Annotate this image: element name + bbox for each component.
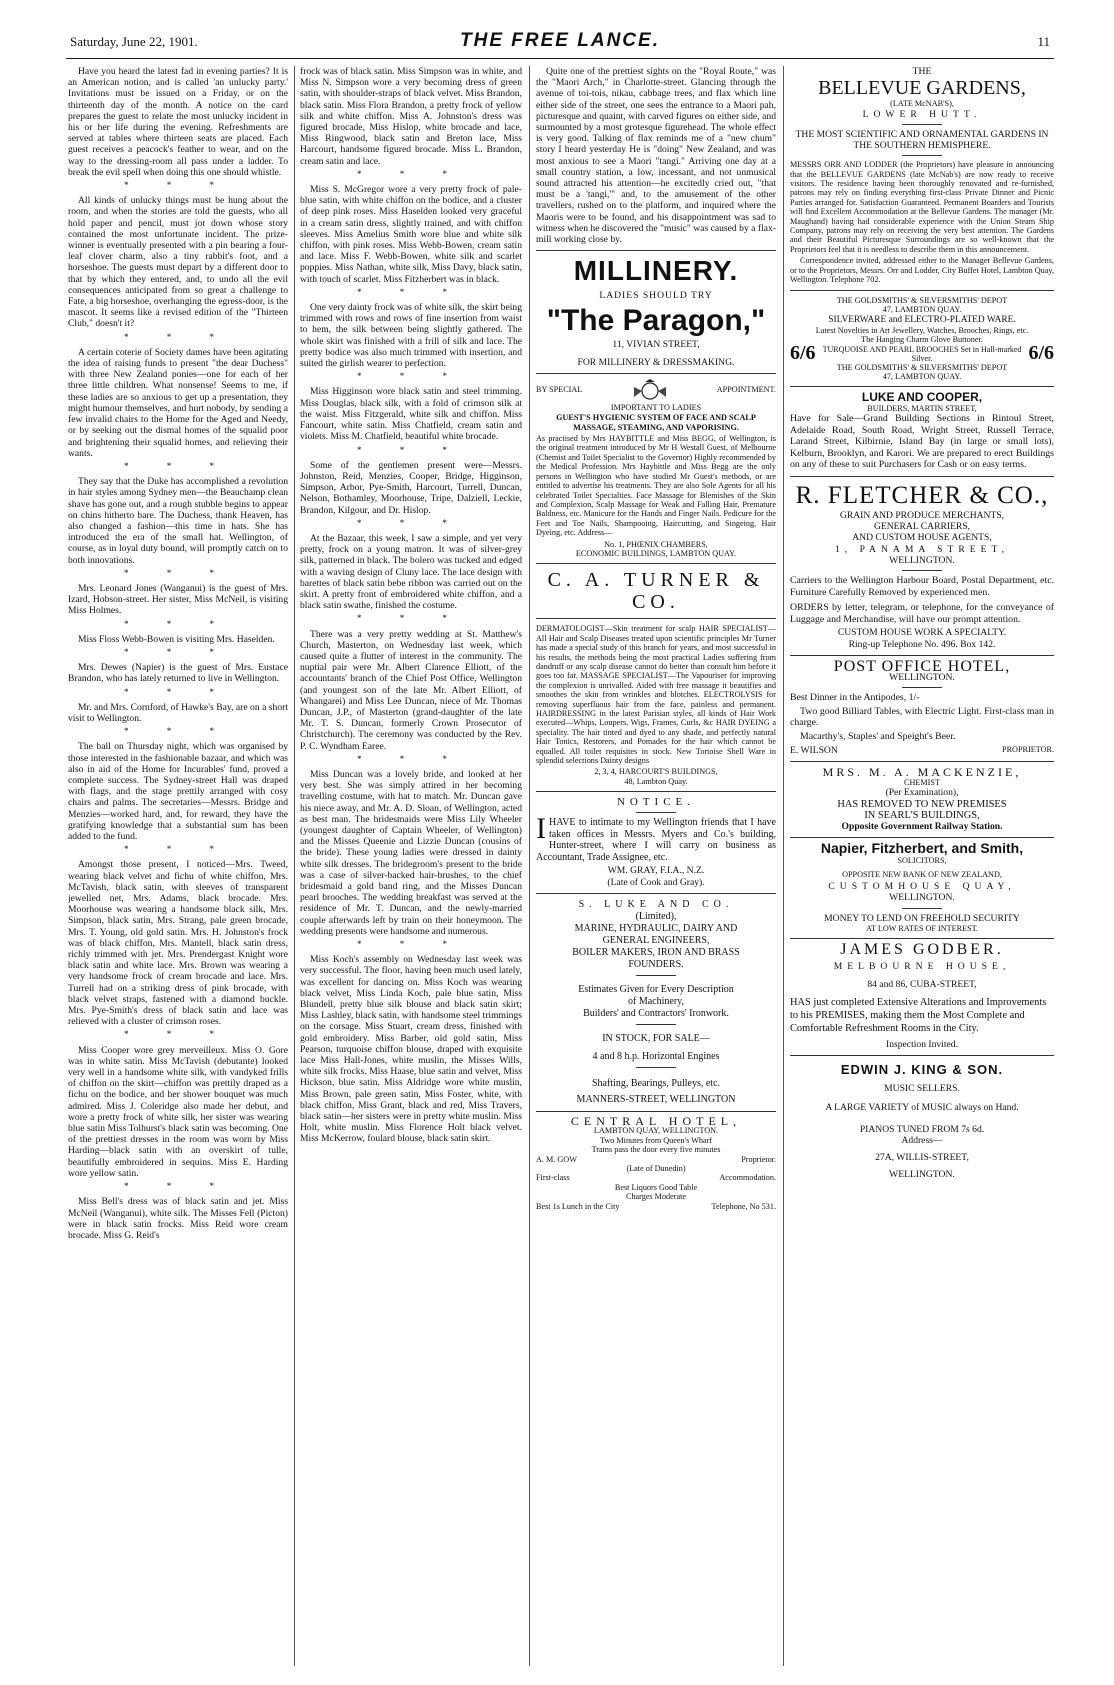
guest-massage-advertisement <box>536 379 776 559</box>
section-stars: * * * <box>357 286 465 297</box>
ad-line: MONEY TO LEND ON FREEHOLD SECURITY <box>824 912 1020 924</box>
ad-line: PIANOS TUNED FROM 7s 6d. <box>859 1123 985 1135</box>
article-paragraph: Miss Higginson wore black satin and steel trimming. Miss Douglas, black silk, with a fold of crimson silk at the waist. Miss Fitzgerald, white silk and chiffon. Miss Fancourt, white satin. Miss Chatfield, cream satin and violets. Miss M. Chatfield, beautiful white brocade. <box>300 386 522 443</box>
section-stars: * * * <box>124 331 232 342</box>
section-rule <box>536 1111 776 1112</box>
section-stars: * * * <box>357 753 465 764</box>
article-paragraph: Some of the gentlemen present were—Messrs. Johnston, Reid, Menzies, Cooper, Bridge, Higginson, Simpson, Arbor, Pye-Smith, Harcourt, Turrell, Duncan, Nelson, Bothamley, Moorhouse, Tripe, Dalziell, Leckie, Brandon, Kilgour, and Dr. Hislop. <box>300 459 522 516</box>
article-paragraph: Miss Cooper wore grey merveilleux. Miss O. Gore was in white satin. Miss McTavish (debutante) looked very well in a handsome white silk, with vandyked frills of chiffon on the skirt—chiffon was prettily draped as a fichu on the bodice, and her shower bouquet was much admired. Miss J. Coleridge also made her debut, and wore a pretty frock of white silk, her sister was wearing blue satin Miss Tolhurst's black satin was becoming. One of the prettiest dresses in the room was worn by Miss Harding—black satin with an overskirt of tulle, beautifully embroidered in sequins. Miss E. Harding wore yellow satin. <box>68 1044 288 1179</box>
ad-line: of Machinery, <box>628 995 684 1007</box>
turner-advertisement <box>536 569 776 786</box>
ad-title: MRS. M. A. MACKENZIE, <box>822 764 1022 779</box>
section-rule <box>536 618 776 619</box>
ad-title: THE GOLDSMITHS' & SILVERSMITHS' DEPOT <box>836 295 1008 305</box>
section-stars: * * * <box>124 844 232 855</box>
ad-body: Correspondence invited, addressed either to the Manager Bellevue Gardens, or to the Proprietors, Messrs. Orr and Lodder, City Buffet Hotel, Lambton Quay, Wellington. Telephone 702. <box>790 256 1054 285</box>
ad-line: FOUNDERS. <box>628 958 684 970</box>
column-divider <box>783 66 784 1666</box>
ad-line: BUILDERS, MARTIN STREET, <box>867 403 977 413</box>
ad-address: WELLINGTON. <box>889 892 955 904</box>
millinery-heading: MILLINERY. <box>573 255 739 287</box>
bellevue-advertisement <box>790 66 1054 285</box>
ad-line: A. M. GOW <box>536 1154 577 1164</box>
ad-address: 27A, WILLIS-STREET, <box>875 1151 969 1163</box>
section-rule <box>536 563 776 564</box>
ad-address: CUSTOMHOUSE QUAY, <box>828 881 1016 893</box>
section-stars: * * * <box>357 444 465 455</box>
section-rule <box>536 373 776 374</box>
column-advertisements-2 <box>790 66 1054 1666</box>
article-paragraph: All kinds of unlucky things must be hung about the room, and when the stories are told the guests, who all hold paper and pencil, must jot down whose story contained the most unfortunate incident. The prize-winner is eventually presented with a pin bearing a four-leaf clover charm, also a tiny rabbit's foot, and a horseshoe. The guests must depart by a different door to that by which they entered, and, to undo all the evil consequences anticipated from so great a challenge to Fate, a big horseshoe, overhanging the egress-door, is the mascot. It seems like a revised edition of the "Thirteen Club," doesn't it? <box>68 195 288 330</box>
ad-title: LUKE AND COOPER, <box>861 390 983 405</box>
brooch-offer <box>790 341 1054 364</box>
ad-title: THE GOLDSMITHS' & SILVERSMITHS' DEPOT <box>836 362 1008 372</box>
notice-advertisement <box>536 797 776 888</box>
article-paragraph: One very dainty frock was of white silk, the skirt being trimmed with rows and rows of fine insertion from waist to hem, the silk between being slightly gathered. The whole skirt was finished with a frill of silk and lace. The pretty bodice was also much trimmed with insertion, and suited the girlish wearer to perfection. <box>300 302 522 370</box>
section-rule <box>536 893 776 894</box>
section-rule <box>902 124 942 125</box>
ad-line: (Late of Cook and Gray). <box>607 876 705 888</box>
ad-line: 4 and 8 h.p. Horizontal Engines <box>592 1050 720 1062</box>
section-stars: * * * <box>124 180 232 191</box>
ad-line: Best Liquors Good Table <box>614 1182 698 1192</box>
ad-line: AND CUSTOM HOUSE AGENTS, <box>852 532 992 544</box>
section-stars: * * * <box>124 646 232 657</box>
column-divider <box>294 66 295 1666</box>
article-paragraph: Mrs. Leonard Jones (Wanganui) is the guest of Mrs. Izard, Hobson-street. Her sister, Miss McNeil, is visiting Miss Holmes. <box>68 582 288 617</box>
ad-body-text: HAVE to intimate to my Wellington friends that I have taken offices in Messrs. Myers and Co.'s building, Hunter-street, where I will carry on business as Accountant, Trade Assignee, etc. <box>536 817 776 863</box>
page-header <box>70 30 1050 52</box>
section-stars: * * * <box>124 460 232 471</box>
masthead-title: THE FREE LANCE. <box>460 30 660 51</box>
ad-line: IN STOCK, FOR SALE— <box>602 1032 710 1044</box>
ad-body: ORDERS by letter, telegram, or telephone, for the conveyance of Luggage and Merchandise, will have our prompt attention. <box>790 602 1054 625</box>
ad-line: IMPORTANT TO LADIES <box>610 402 702 412</box>
article-paragraph: Miss Bell's dress was of black satin and jet. Miss McNeil (Wanganui), white silk. The Misses Fell (Picton) were in black satin frocks. Miss Reid wore cream brocade. Miss G. Reid's <box>68 1196 288 1241</box>
ad-line: A LARGE VARIETY of MUSIC always on Hand. <box>825 1102 1019 1114</box>
section-rule <box>790 837 1054 838</box>
article-paragraph: There was a very pretty wedding at St. Matthew's Church, Masterton, on Wednesday last week, which caused quite a flutter of interest in the community. The nuptial pair were Mr. Albert Clarence Elliott, of the accountants' branch of the Chief Post Office, Wellington (and youngest son of the late Mr. Albert Elliott, of Whangarei) and Miss Lee Duncan, niece of Mr. Thomas Duncan, J.P., of Masterton (grand-daughter of the late Mr. T. S. Duncan, formerly Crown Prosecutor of Christchurch). The ceremony was conducted by the Rev. P. C. Wyndham Earee. <box>300 628 522 752</box>
ad-line: Ring-up Telephone No. 496. Box 142. <box>848 638 996 650</box>
price: 6/6 <box>790 341 816 364</box>
article-paragraph: Miss Duncan was a lovely bride, and looked at her very best. She was simply attired in her becoming travelling costume, with hat to match. Mr. Duncan gave his niece away, and Mr. A. D. Sloan, of Wellington, acted as best man. The bridesmaids were Miss Lily Wheeler (youngest daughter of Captain Wheeler, of Wellington) and the Misses Queenie and Lizzie Duncan (cousins of the bride). These young ladies were dressed in dainty white silk dresses. The bridegroom's present to the bride was a case of silver-backed hair-brushes, to the chief bridesmaid a gold band ring, and the Misses Duncan pearl brooches. The wedding breakfast was served at the residence of Mr. T. Duncan, and the newly-married couple afterwards left by train on their honeymoon. The wedding presents were handsome and numerous. <box>300 768 522 937</box>
ad-line: THE <box>912 66 932 77</box>
section-rule <box>536 791 776 792</box>
ad-line: BOILER MAKERS, IRON AND BRASS <box>572 946 740 958</box>
section-rule <box>902 908 942 909</box>
ad-title: "The Paragon," <box>546 304 766 338</box>
ad-title: POST OFFICE HOTEL, <box>833 657 1011 675</box>
ad-line: OPPOSITE NEW BANK OF NEW ZEALAND, <box>842 869 1002 879</box>
article-paragraph: Mr. and Mrs. Cornford, of Hawke's Bay, are on a short visit to Wellington. <box>68 701 288 724</box>
ad-line: Trams pass the door every five minutes <box>591 1145 721 1155</box>
article-paragraph: Miss S. McGregor wore a very pretty frock of pale-blue satin, with white chiffon on the bodice, and a cluster of deep pink roses. Miss Haselden looked very graceful in a cream satin dress, slightly trained, and with chiffon sleeves. Miss Amelius Smith wore blue and white silk chiffon, with pink roses. Miss Webb-Bowen, cream satin and lace. Miss F. Webb-Bowen, white silk and scarlet poppies. Miss Nathan, white silk, Miss Davy, black satin, with touch of scarlet. Miss Fitzherbert was in black. <box>300 184 522 285</box>
ad-line: PROPRIETOR. <box>1002 744 1054 754</box>
ad-body: Carriers to the Wellington Harbour Board, Postal Department, etc. Furniture Carefully Removed by experienced men. <box>790 574 1054 598</box>
ad-line: FOR MILLINERY & DRESSMAKING. <box>577 356 735 368</box>
ad-line: Latest Novelties in Art Jewellery, Watches, Brooches, Rings, etc. <box>815 325 1029 335</box>
ad-line: AT LOW RATES OF INTEREST. <box>865 923 979 933</box>
ad-title: BELLEVUE GARDENS, <box>818 77 1026 100</box>
article-paragraph: Mrs. Dewes (Napier) is the guest of Mrs. Eustace Brandon, who has lately returned to live in Wellington. <box>68 662 288 685</box>
ad-address: 47, LAMBTON QUAY. <box>882 304 962 314</box>
solicitors-advertisement <box>790 840 1054 933</box>
ad-line: MUSIC SELLERS. <box>884 1083 960 1095</box>
section-stars: * * * <box>124 1029 232 1040</box>
ad-line: Charges Moderate <box>625 1192 687 1202</box>
section-stars: * * * <box>124 726 232 737</box>
godber-advertisement <box>790 941 1054 1050</box>
ad-line: Shafting, Bearings, Pulleys, etc. <box>591 1077 721 1089</box>
section-rule <box>636 1067 676 1068</box>
ad-address: 84 and 86, CUBA-STREET, <box>867 978 977 990</box>
ad-line: Two good Billiard Tables, with Electric Light. First-class man in charge. <box>790 705 1054 729</box>
ad-line: Best Dinner in the Antipodes, 1/- <box>790 692 920 704</box>
ad-line: (LATE McNAB'S), <box>890 99 954 109</box>
ad-line: (Per Examination), <box>885 787 959 799</box>
column-advertisements-1 <box>536 66 776 1666</box>
ad-line: Address— <box>901 1134 943 1146</box>
ad-line: LAMBTON QUAY, WELLINGTON. <box>593 1126 719 1136</box>
section-rule <box>902 570 942 571</box>
section-rule <box>636 975 676 976</box>
ad-line: Telephone, No 531. <box>711 1201 776 1211</box>
section-rule <box>636 1024 676 1025</box>
article-paragraph: They say that the Duke has accomplished a revolution in hair styles among Sydney men—the Beauchamp clean shave has gone out, and a rough stubble begins to appear on chins hitherto bare. The Duchess, thank Heaven, has also changed a fashion—this time in hats. She has introduced the era of the small hat. Wellington, of course, as in loyal duty bound, will promptly catch on to both innovations. <box>68 476 288 566</box>
ad-title: R. FLETCHER & CO., <box>795 481 1049 509</box>
section-stars: * * * <box>124 567 232 578</box>
ad-line: SOLICITORS, <box>897 856 947 866</box>
section-stars: * * * <box>124 1181 232 1192</box>
article-paragraph: Miss Floss Webb-Bowen is visiting Mrs. Haselden. <box>78 633 275 645</box>
ad-line: IN SEARL'S BUILDINGS, <box>864 809 980 821</box>
mackenzie-chemist-advertisement <box>790 764 1054 832</box>
ad-body: As practised by Mrs HAYBITTLE and Miss BEGG, of Wellington, is the original treatment introduced by Mr H Westall Guest, of Melbourne (Chemist and Toilet Specialist to the Governor) Highly recommended by the Medical Profession. Mrs Haybittle and Miss Begg are the only persons in Wellington who have studied Mr Guest's methods, or are entitled to advertise his treatments. They are also Sole Agents for all his celebrated Toilet Specialties. Face Massage for Blemishes of the Skin and Complexion, Scalp Massage for Weak and Falling Hair, Premature Baldness, etc. Manicure for the Hands and Finger Nails. Pedicure for the Feet and Toe Nails, Shampooing, Haircutting, and Singeing, Hair Dyeing, etc. Address— <box>536 434 776 538</box>
ad-line: CHEMIST <box>904 777 940 787</box>
section-rule <box>790 655 1054 656</box>
ad-signature: WM. GRAY, F.I.A., N.Z. <box>607 865 705 877</box>
header-rule <box>66 58 1054 59</box>
section-rule <box>790 476 1054 477</box>
section-stars: * * * <box>124 618 232 629</box>
ad-address: 1, PANAMA STREET, <box>834 543 1010 555</box>
ad-title: Napier, Fitzherbert, and Smith, <box>820 840 1024 857</box>
ad-line: Accommodation. <box>719 1173 776 1183</box>
ad-line: MELBOURNE HOUSE, <box>833 961 1011 973</box>
article-paragraph: frock was of black satin. Miss Simpson was in white, and Miss N. Simpson wore a very becoming dress of green satin, with shoulder-straps of black velvet. Miss Brandon, black satin. Miss Flora Brandon, a pretty frock of yellow silk and white chiffon. Miss A. Johnston's dress was figured brocade, Miss Hislop, white brocade and lace, Miss Ringwood, black satin and Breton lace, Miss Harcourt, handsome figured brocade. Miss L. Brandon, cream satin and lace. <box>300 66 522 167</box>
ad-line: GENERAL ENGINEERS, <box>602 934 710 946</box>
ad-body: DERMATOLOGIST—Skin treatment for scalp HAIR SPECIALIST—All Hair and Scalp Diseases treated upon scientific principles Mr Turner has made a special study of this branch for years, and most successful in his results, the methods being the most practical Ladies suffering from dandruff or any scalp disease cannot do better than consult him before it goes too far. MASSAGE SPECIALIST—The Vapouriser for improving the complexion is unrivalled. Aided with free massage it beautifies and smoothes the skin from wrinkles and blotches. ELECTROLYSIS for removing superfluous hair from the face, painless and permanent. HAIRDRESSING in the latest Parisian styles, all kinds of Hair Work executed—Whips, Loupers, Wigs, Frames, Curls, &c HAIR DYEING a speciality. The hair tinted and dyed to any shade, and perfectly natural Hair Tonics, Restorers, and Pomades for the hair which cannot be equalled. All toilet requisites in stock. New Tortoise Shell Ware in splendid selections Dainty designs <box>536 624 776 766</box>
ad-line: TURQUOISE AND PEARL BROOCHES Set in Hall-marked Silver. <box>822 344 1022 363</box>
ad-line: Macarthy's, Staples' and Speight's Beer. <box>800 730 956 742</box>
ad-address: 48, Lambton Quay. <box>624 776 688 786</box>
ad-address: 11, VIVIAN STREET, <box>612 339 700 351</box>
section-rule <box>790 386 1054 387</box>
king-music-advertisement <box>790 1061 1054 1181</box>
ad-line: Proprietor. <box>741 1154 776 1164</box>
ad-address: WELLINGTON. <box>889 554 955 566</box>
section-stars: * * * <box>357 168 465 179</box>
section-rule <box>902 155 942 156</box>
section-rule <box>790 761 1054 762</box>
ad-line: Best 1s Lunch in the City <box>536 1201 620 1211</box>
section-stars: * * * <box>357 939 465 950</box>
ad-line: GENERAL CARRIERS, <box>873 521 971 533</box>
ad-line: Estimates Given for Every Description <box>578 983 734 995</box>
article-paragraph: A certain coterie of Society dames have been agitating the idea of raising funds to present "the dear Duchess" with three New Zealand ponies—one for each of her three little children. What nonsense! Seems to me, if these ladies are so anxious to get up a presentation, they might humour themselves, and hurt nobody, by sending a few invalid chairs to the Home for the Aged and Needy, or by seeking out the dismal homes of the squalid poor and brightening their squalid homes, and relieving their wants. <box>68 346 288 459</box>
ad-title: S. LUKE AND CO. <box>578 898 734 910</box>
column-divider <box>529 66 530 1666</box>
ad-line: LOWER HUTT. <box>862 108 982 120</box>
ad-title: EDWIN J. KING & SON. <box>840 1061 1004 1077</box>
luke-engineers-advertisement <box>536 899 776 1106</box>
article-paragraph: Quite one of the prettiest sights on the "Royal Route," was the "Maori Arch," in Charlotte-street. Glancing through the avenue of toi-tois, nikau, cabbage trees, and flax which line either side of the street, one sees the entrance to a Maori pah, picturesque and quaint, with carved figures on either side, and surmounted by a most grotesque figurehead. The whole effect is very good. Talking of flax reminds me of a "new chum" story I heard yesterday He is "doing" New Zealand, and was most anxious to see a Maori "tangi." Arriving one day at a small country station, a low, incessant, and not unmusical sound attracted his attention—he excitedly cried out, "that must be a 'tangi,'" and, to the amusement of the other travellers, rushed on to the platform, and inquired where the Maoris were to be found, and his disappointment was sad to witness when he discovered the "music" was caused by a flax-mill working close by. <box>536 66 776 246</box>
fletcher-advertisement <box>790 482 1054 650</box>
ad-line: (Limited), <box>635 910 677 922</box>
ad-body: MESSRS ORR AND LODDER (the Proprietors) have pleasure in announcing that the BELLEVUE GARDENS (late McNab's) are now ready to receive visitors. The residence having been thoroughly renovated and re-furnished, patrons may rely on finding everything first-class Private Dinner and Picnic Parties arranged for. Satisfaction Guaranteed. Permanent Boarders and Tourists will find Excellent Accommodation at the Bellevue Gardens. The manager (Mr. Maughand) having had considerable experience with the Union Steam Ship Company, patrons may rely on receiving the very best attention. The Gardens and their Beautiful Picturesque Surroundings are so well-known that the Proprietors feel that it is needless to describe them in this announcement. <box>790 160 1054 254</box>
ad-line: Two Minutes from Queen's Wharf <box>599 1135 713 1145</box>
ad-title: NOTICE. <box>616 796 696 809</box>
section-stars: * * * <box>124 686 232 697</box>
central-hotel-advertisement <box>536 1113 776 1211</box>
ad-line: First-class <box>536 1173 570 1183</box>
ad-address: 2, 3, 4, HARCOURT'S BUILDINGS, <box>594 767 718 777</box>
ad-title: C. A. TURNER & CO. <box>547 569 765 614</box>
article-paragraph: Amongst those present, I noticed—Mrs. Tweed, wearing black velvet and fichu of white chiffon, Mrs. McTavish, black satin, with sleeves of transparent jewelled net, Mrs. Adams, black brocade. Mrs. Moorhouse was wearing a handsome black silk, Mrs. Simpson, black satin, Mrs. Strang, pale green brocade, Mrs. T. Young, old gold satin. Mrs. H. Johnston's frock was of black chiffon, Mrs. Mantell, black satin dress, richly trimmed with jet. Mrs. Prendergast Knight wore black satin and white lace. Mrs. Brown was wearing a very handsome frock of cream brocade and lace. Mrs. Turrell had on a striking dress of pink brocade, with black velvet straps, fastened with a diamond buckle. Mrs. Pye-Smith's dress of black satin and lace was relieved with a cluster of crimson roses. <box>68 859 288 1028</box>
page-number: 11 <box>1037 34 1050 49</box>
ad-line: Inspection Invited. <box>886 1038 958 1050</box>
price: 6/6 <box>1028 341 1054 364</box>
ad-line: Builders' and Contractors' Ironwork. <box>583 1007 729 1019</box>
section-rule <box>790 1055 1054 1056</box>
ad-line: MARINE, HYDRAULIC, DAIRY AND <box>574 922 738 934</box>
ad-line: THE MOST SCIENTIFIC AND ORNAMENTAL GARDENS IN THE SOUTHERN HEMISPHERE. <box>795 128 1049 152</box>
ad-line: The Hanging Charm Glove Buttoner. <box>861 335 983 345</box>
ad-line: HAS REMOVED TO NEW PREMISES <box>837 798 1007 810</box>
ad-address: MANNERS-STREET, WELLINGTON <box>576 1093 736 1105</box>
column-society-news-1 <box>68 66 288 1666</box>
ad-body: Have for Sale—Grand Building Sections in Rintoul Street, Adelaide Road, South Road, Wright Street, Russell Terrace, Larand Street, Kilbirnie, Island Bay (in large or small lots), Kelburn, Brooklyn, and Karori. We are prepared to erect Buildings on any of these to suit Purchasers for Cash or on easy terms. <box>790 412 1054 471</box>
luke-cooper-advertisement <box>790 392 1054 471</box>
section-rule <box>902 687 942 688</box>
ad-title: CENTRAL HOTEL, <box>570 1113 742 1128</box>
section-stars: * * * <box>357 613 465 624</box>
post-office-hotel-advertisement <box>790 657 1054 756</box>
ad-body: HAS just completed Extensive Alterations and Improvements to his PREMISES, making them the Most Complete and Comfortable Refreshment Rooms in the City. <box>790 996 1047 1034</box>
ad-title: JAMES GODBER. <box>840 941 1004 959</box>
ad-address: 47, LAMBTON QUAY. <box>882 371 962 381</box>
article-paragraph: The ball on Thursday night, which was organised by those interested in the fashionable bazaar, and which was also in aid of the Home for Incurables' fund, proved a complete success. The Sydney-street Hall was draped with flags, and the stage prettily arranged with cosy chairs and palms. The secretaries—Messrs. Bridge and Menzies—worked hard, and, for reward, they have the gratifying knowledge that a substantial sum has been added to the fund. <box>68 741 288 842</box>
ad-address: ECONOMIC BUILDINGS, LAMBTON QUAY. <box>575 548 737 558</box>
ad-line: (Late of Dunedin) <box>626 1163 686 1173</box>
ad-line: GRAIN AND PRODUCE MERCHANTS, <box>839 509 1005 521</box>
section-stars: * * * <box>357 517 465 528</box>
ad-line: Opposite Government Railway Station. <box>841 820 1003 832</box>
paragon-advertisement <box>536 256 776 368</box>
section-rule <box>636 812 676 813</box>
section-stars: * * * <box>357 371 465 382</box>
section-rule <box>790 290 1054 291</box>
article-paragraph: Have you heard the latest fad in evening parties? It is an American notion, and is called 'an unlucky party.' Invitations must be issued on a Friday, or on the thirteenth day of the month. A notice on the card prepares the guest to relate the most unlucky incident in his or her life during the evening. Refreshments are served at tables where thirteen seats are placed. Each guest receives a peacock's feather to wear, and on the way to the dressing-room all pass under a ladder. To break the evil spell when doing this one should whistle. <box>68 66 288 178</box>
article-paragraph: At the Bazaar, this week, I saw a simple, and yet very pretty, frock on a young matron. It was of silver-grey silk, patterned in black. The bolero was tucked and edged with a waving design of Cluny lace. The lace design with barettes of black satin bebe ribbon was carried out on the skirt. A pretty front of embroidered white chiffon, and a black satin swathe, finished the costume. <box>300 532 522 612</box>
ad-line: BY SPECIAL <box>536 385 583 395</box>
ad-body <box>536 812 776 863</box>
ad-address: WELLINGTON. <box>889 1169 955 1181</box>
ad-line: LADIES SHOULD TRY <box>599 290 713 302</box>
drop-cap: I <box>536 812 546 846</box>
ad-line: APPOINTMENT. <box>716 385 776 395</box>
royal-crest-icon <box>628 379 672 401</box>
ad-line: SILVERWARE and ELECTRO-PLATED WARE. <box>828 315 1016 326</box>
column-society-news-2 <box>300 66 522 1666</box>
ad-address: WELLINGTON. <box>889 671 955 683</box>
goldsmiths-advertisement <box>790 296 1054 382</box>
ad-line: E. WILSON <box>790 744 838 756</box>
ad-line: CUSTOM HOUSE WORK A SPECIALTY. <box>837 627 1007 639</box>
section-rule <box>536 250 776 251</box>
section-rule <box>790 938 1054 939</box>
ad-title: GUEST'S HYGIENIC SYSTEM OF FACE AND SCALP MASSAGE, STEAMING, AND VAPORISING. <box>556 413 756 432</box>
article-paragraph: Miss Koch's assembly on Wednesday last week was very successful. The floor, having been much used lately, was excellent for dancing on. Miss Koch was wearing black velvet, Miss Linda Koch, pale blue satin, Miss Blundell, pretty blue silk blouse and black satin skirt; Miss Lashley, black satin, with handsome steel trimmings on the corsage. Miss Stuart, cream dress, finished with gold embroidery. Miss Barber, old gold satin, Miss Pearson, turquoise chiffon blouse, draped with exquisite lace Miss Hall-Jones, white muslin, the Misses Wills, white silk frocks. Miss Haase, blue satin and velvet, Miss Hickson, blue satin. Miss Aldridge wore white muslin, Miss Brown, pale green satin, Miss Foster, white, with black chiffon, Miss Grant, black and red, Miss Travers, black satin—her sisters were in pretty white muslin. Miss Holt, white muslin. Miss Florence Holt black velvet. Miss McKerrow, foulard blouse, black satin skirt. <box>300 954 522 1145</box>
ad-address: No. 1, PHŒNIX CHAMBERS, <box>604 539 708 549</box>
issue-date: Saturday, June 22, 1901. <box>70 34 198 49</box>
